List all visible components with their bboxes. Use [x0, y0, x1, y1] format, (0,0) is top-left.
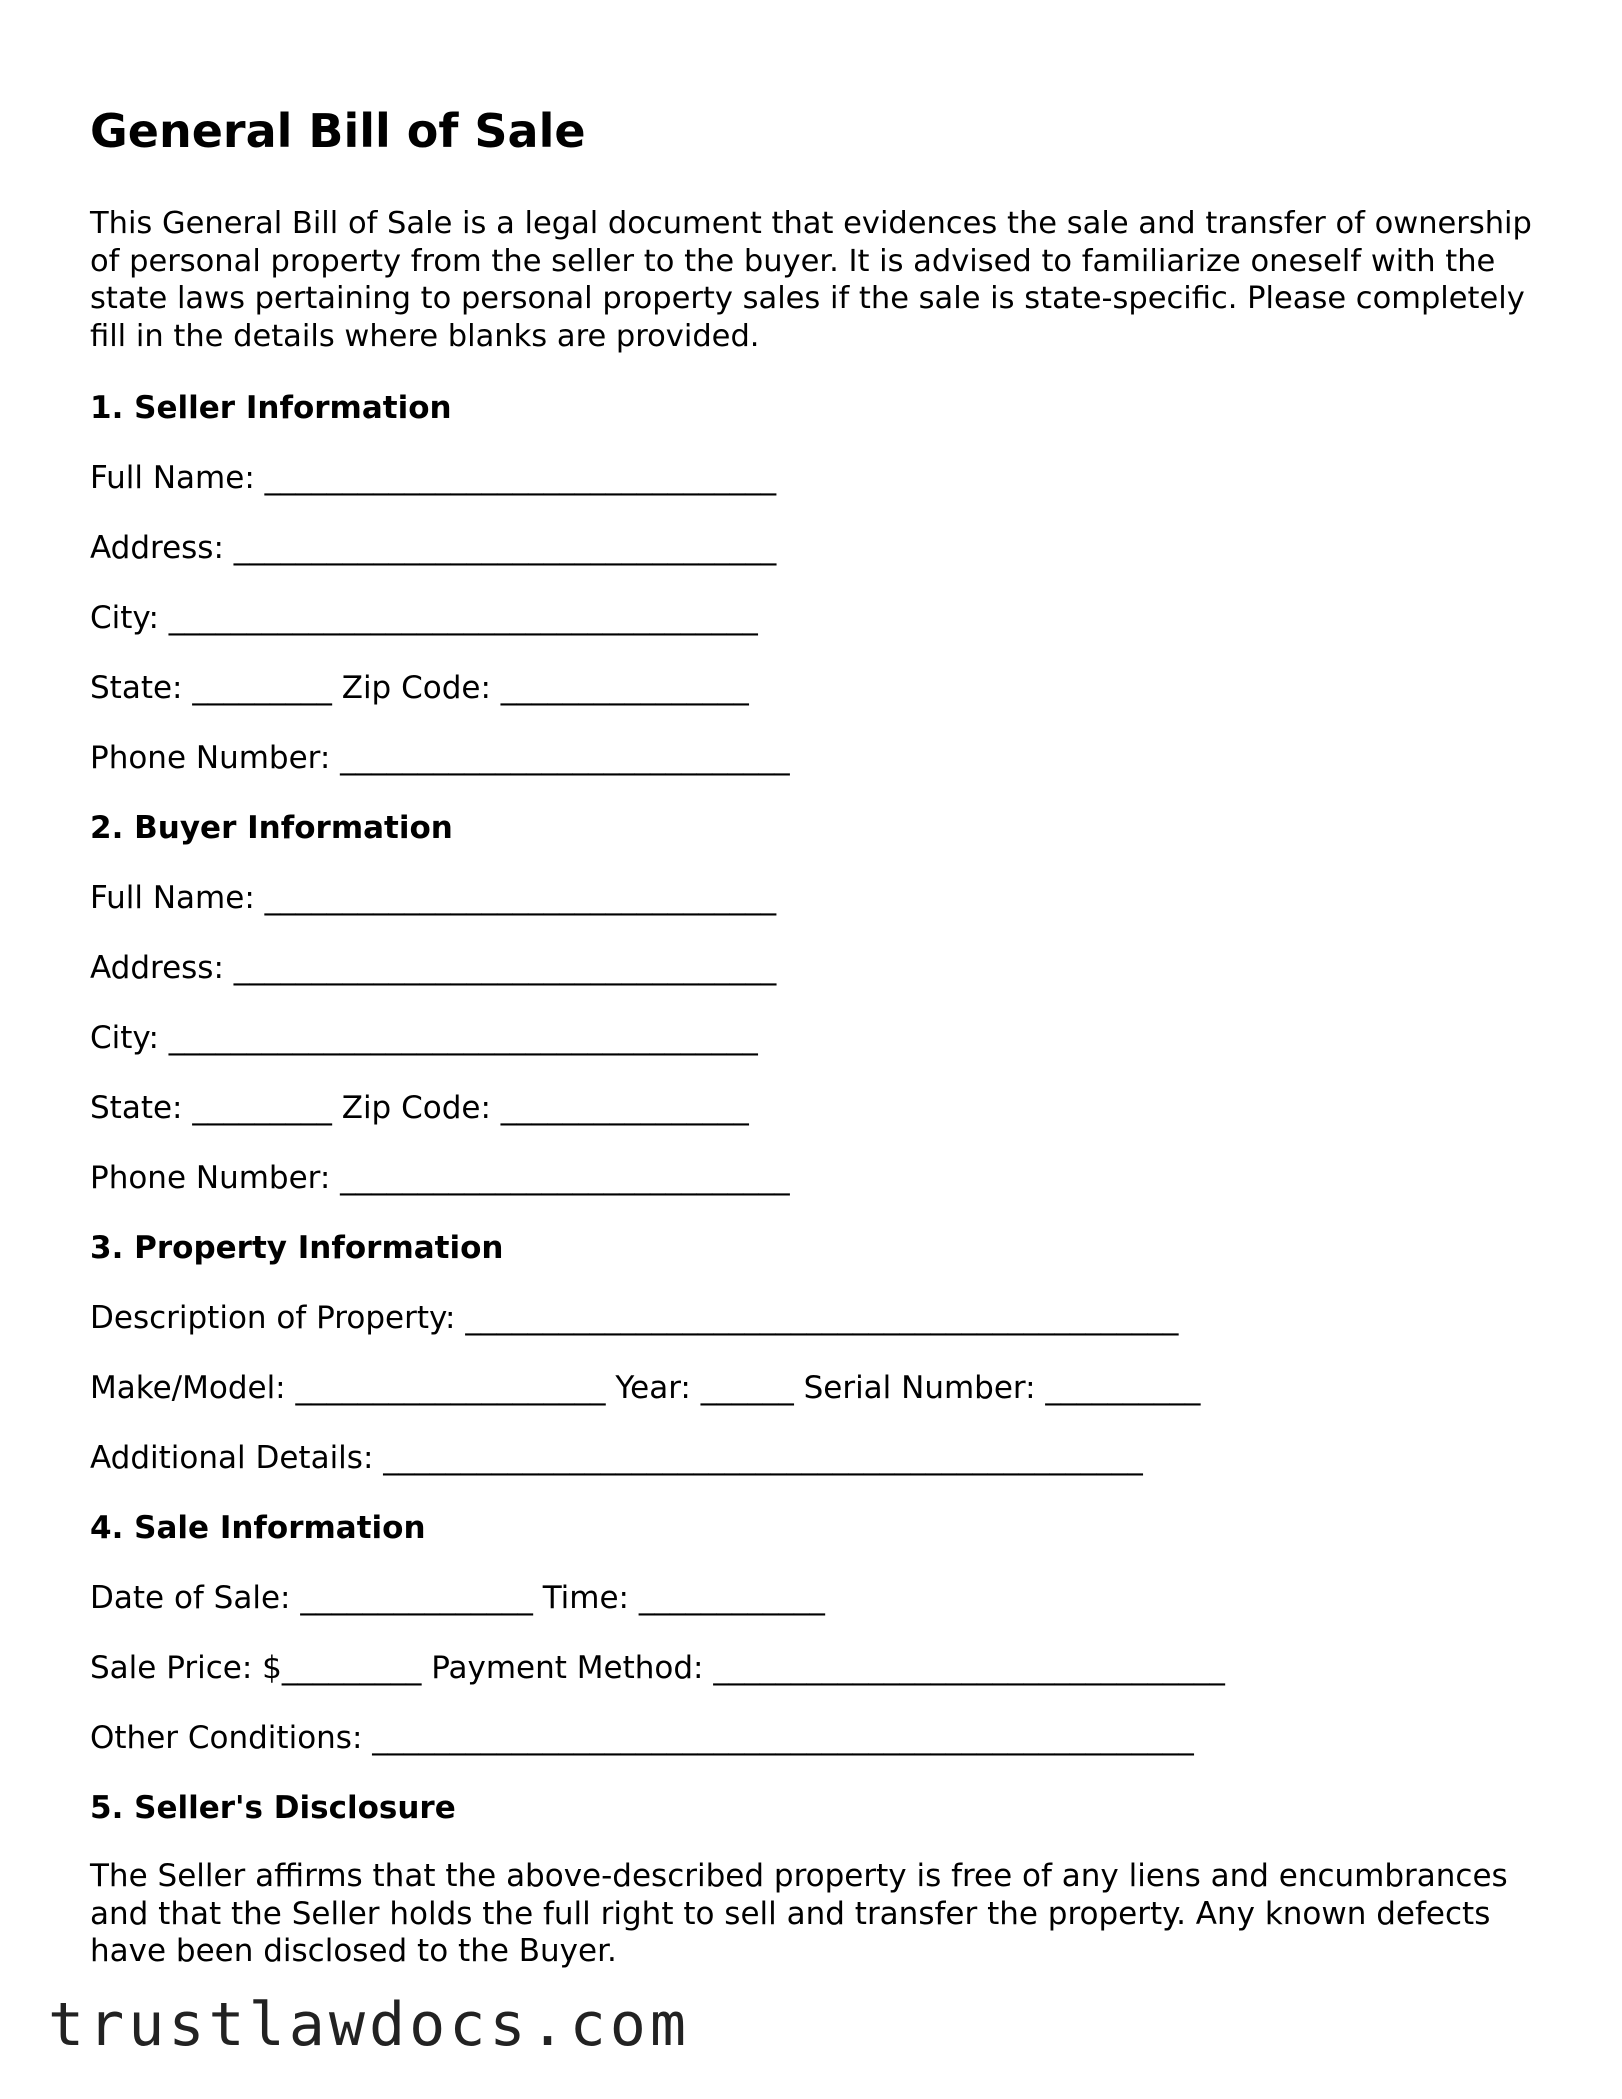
document-page: [90, 104, 1550, 1969]
buyer-address-field[interactable]: Address: ___________________________________: [90, 950, 777, 986]
property-additional-field[interactable]: Additional Details: _________________________________________________: [90, 1440, 1143, 1476]
buyer-phone-field[interactable]: Phone Number: _____________________________: [90, 1160, 790, 1196]
sale-price-method-field[interactable]: Sale Price: $_________ Payment Method: _________________________________: [90, 1650, 1225, 1686]
sale-other-conditions-field[interactable]: Other Conditions: _____________________________________________________: [90, 1720, 1194, 1756]
watermark: trustlawdocs.com: [48, 1990, 690, 2060]
seller-phone-field[interactable]: Phone Number: _____________________________: [90, 740, 790, 776]
intro-paragraph: This General Bill of Sale is a legal document that evidences the sale and transfer of ownership of personal property from the seller to the buyer. It is advised to familiarize oneself with the state laws pertaining to personal property sales if the sale is state-specific. Please completely fill in the details where blanks are provided.: [90, 206, 1532, 354]
seller-section-heading: 1. Seller Information: [90, 390, 452, 426]
disclosure-section-heading: 5. Seller's Disclosure: [90, 1790, 456, 1826]
property-description-field[interactable]: Description of Property: ______________________________________________: [90, 1300, 1179, 1336]
seller-full-name-field[interactable]: Full Name: _________________________________: [90, 460, 777, 496]
seller-state-zip-field[interactable]: State: _________ Zip Code: ________________: [90, 670, 749, 706]
buyer-city-field[interactable]: City: ______________________________________: [90, 1020, 758, 1056]
disclosure-paragraph: The Seller affirms that the above-described property is free of any liens and encumbrances and that the Seller holds the full right to sell and transfer the property. Any known defects have been disclosed to the Buyer.: [90, 1858, 1508, 1969]
property-make-model-field[interactable]: Make/Model: ____________________ Year: ______ Serial Number: __________: [90, 1370, 1201, 1406]
document-title: General Bill of Sale: [90, 104, 586, 158]
property-section-heading: 3. Property Information: [90, 1230, 504, 1266]
seller-address-field[interactable]: Address: ___________________________________: [90, 530, 777, 566]
seller-city-field[interactable]: City: ______________________________________: [90, 600, 758, 636]
buyer-section-heading: 2. Buyer Information: [90, 810, 453, 846]
buyer-full-name-field[interactable]: Full Name: _________________________________: [90, 880, 777, 916]
sale-date-time-field[interactable]: Date of Sale: _______________ Time: ____________: [90, 1580, 825, 1616]
sale-section-heading: 4. Sale Information: [90, 1510, 426, 1546]
buyer-state-zip-field[interactable]: State: _________ Zip Code: ________________: [90, 1090, 749, 1126]
